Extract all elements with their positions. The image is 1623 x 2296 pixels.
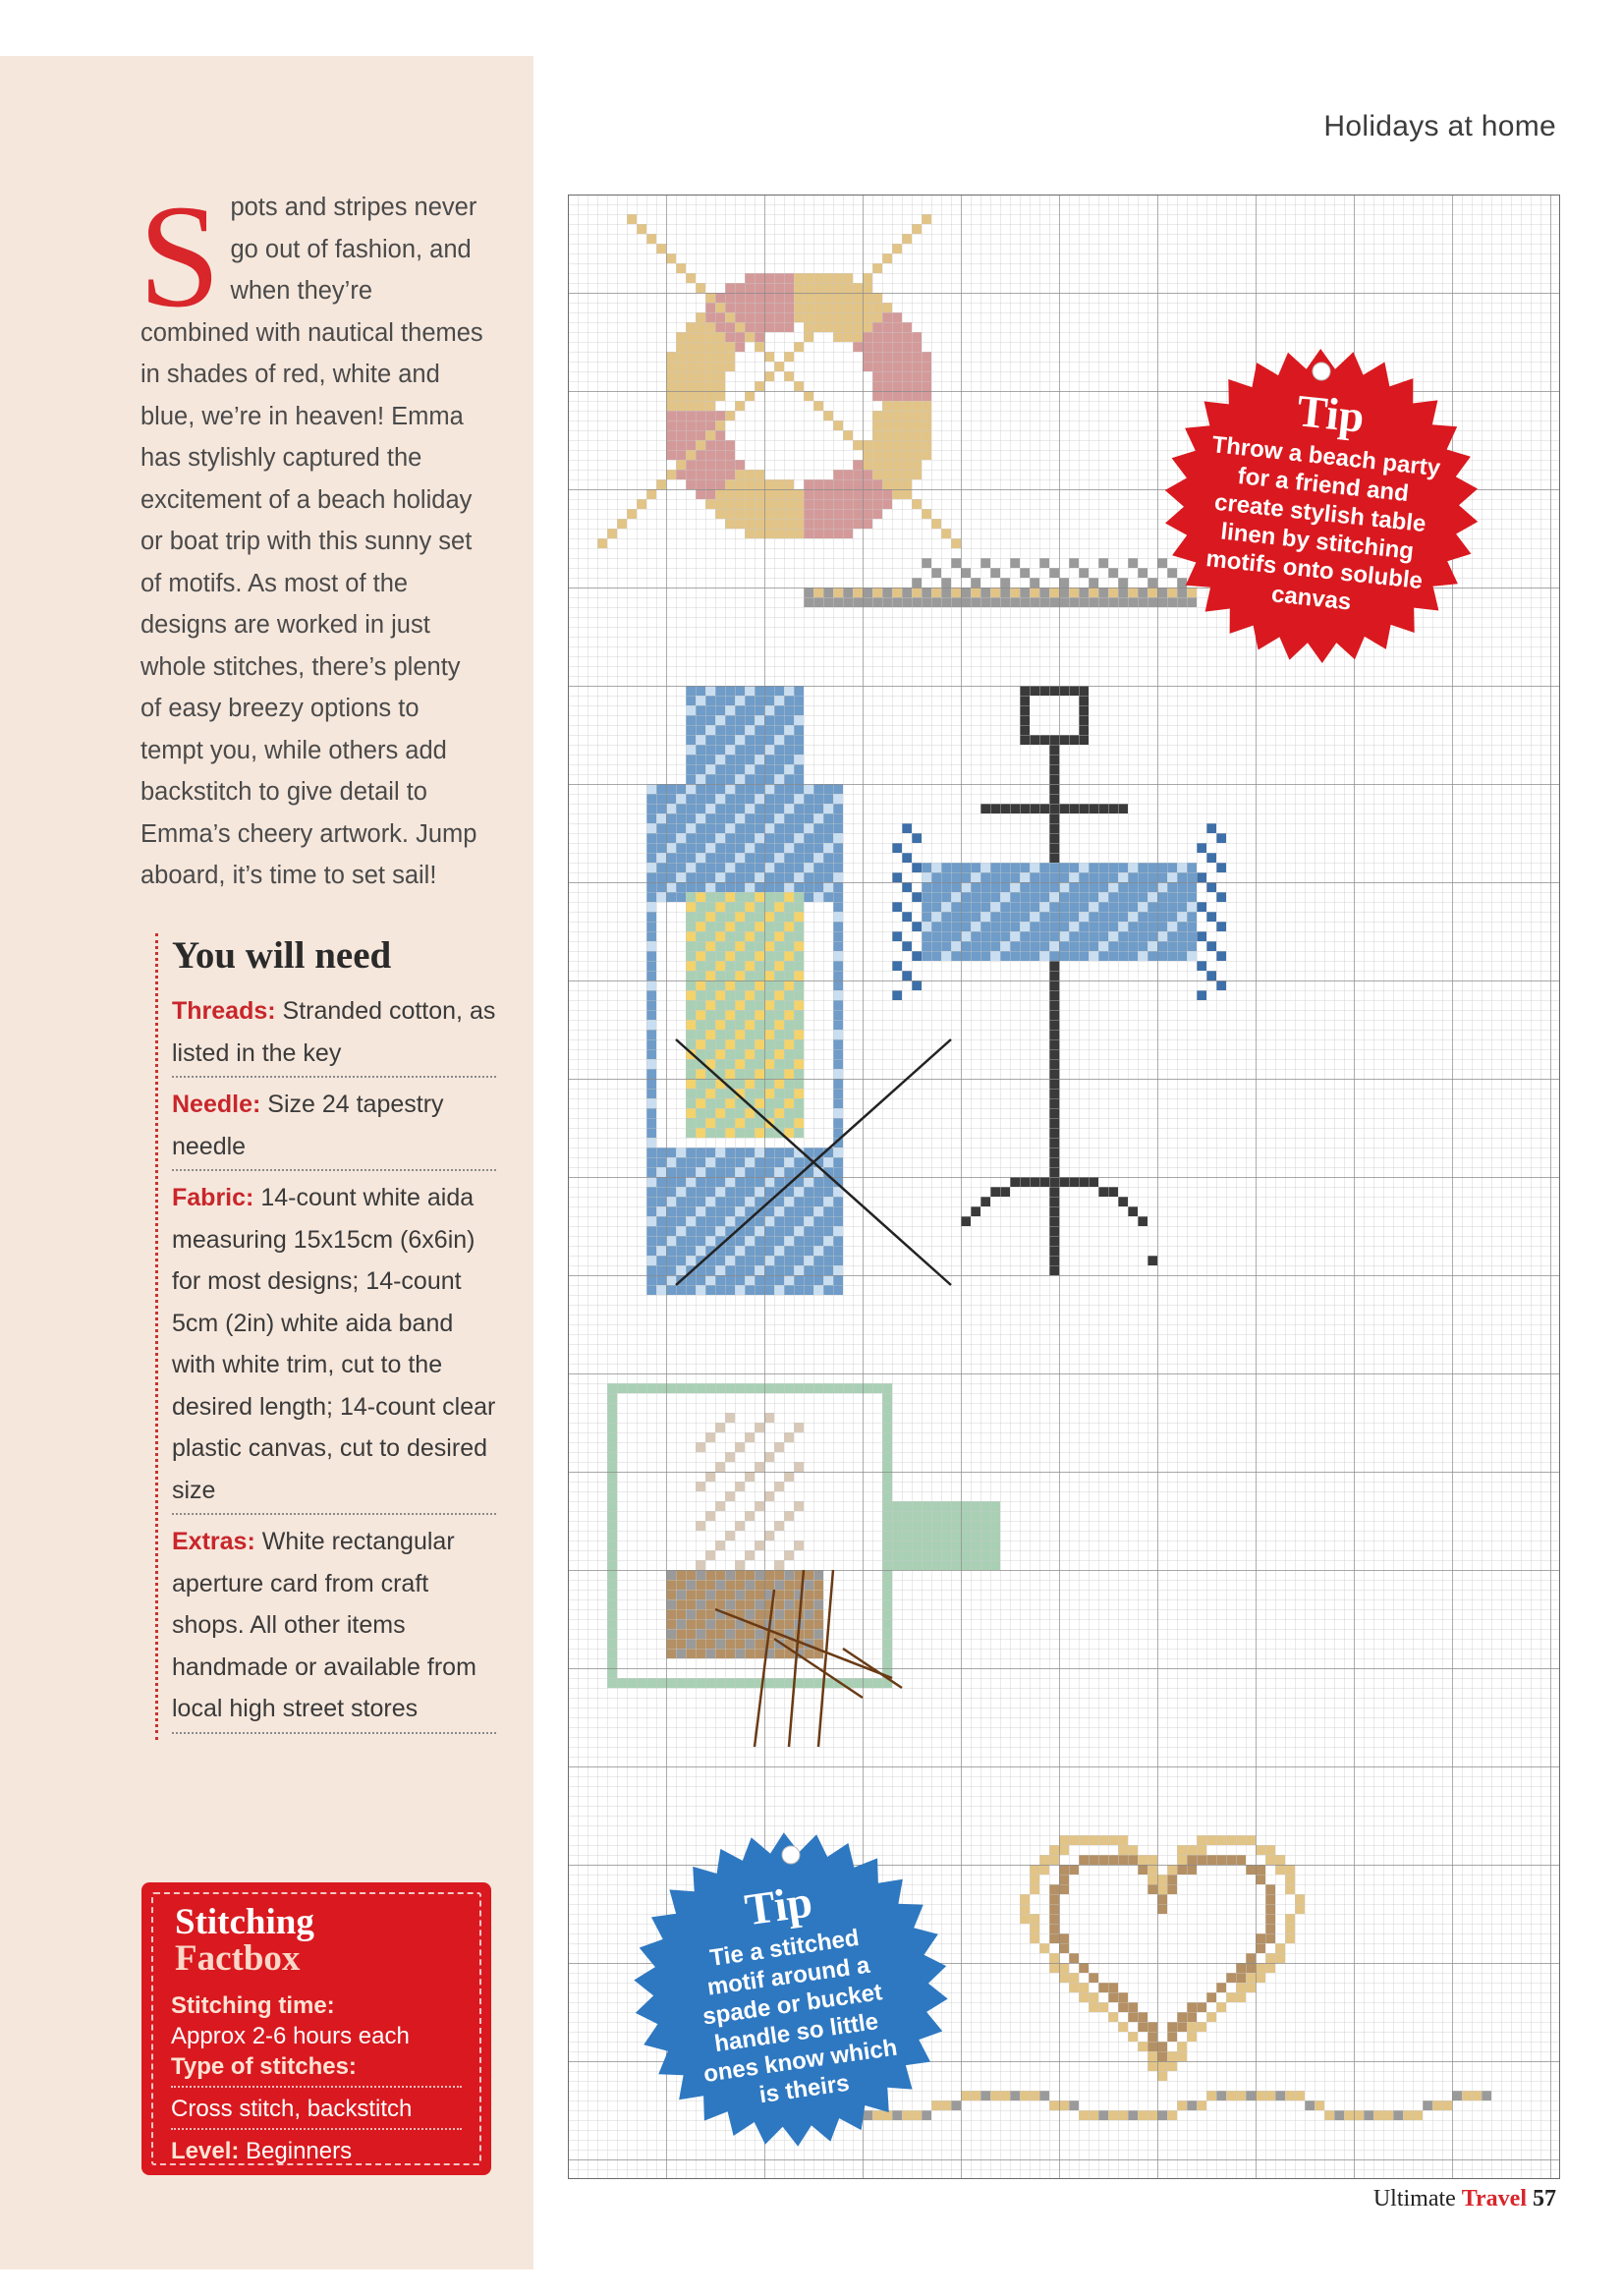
- section-title: Holidays at home: [1323, 110, 1556, 142]
- tip-text: Throw a beach party for a friend and create stylish table linen by stitching motifs onto soluble canvas: [1204, 431, 1442, 616]
- tip-title: Tip: [742, 1876, 815, 1935]
- tip-badge-red: [1159, 344, 1483, 668]
- tip-badge-blue: [629, 1827, 953, 2152]
- you-will-need-title: You will need: [172, 934, 392, 977]
- intro-text: pots and stripes never go out of fashion, and when they’re combined with nautical themes in shades of red, white and blue, we’re in heaven! Emma has stylishly captured the excitement of a beach holiday or boat trip with this sunny set of motifs. As most of the designs are worked in just whole stitches, there’s plenty of easy breezy options to tempt you, while others add backstitch to give detail to Emma’s cheery artwork. Jump aboard, it’s time to set sail!: [140, 194, 483, 889]
- need-threads: Threads: Stranded cotton, as listed in the key: [172, 990, 496, 1078]
- page-number: 57: [1533, 2186, 1556, 2212]
- factbox-details: Stitching time: Approx 2-6 hours each Type of stitches: Cross stitch, backstitch Level: Beginners: [171, 1990, 462, 2166]
- you-will-need-box: [155, 933, 496, 1740]
- tip-title: Tip: [1294, 385, 1368, 442]
- stitching-factbox: [145, 1886, 487, 2171]
- drop-cap: S: [139, 175, 221, 338]
- tip-text: Tie a stitched motif around a spade or bucket handle so little ones know which is theirs: [700, 1924, 899, 2109]
- intro-paragraph: [139, 175, 484, 897]
- factbox-title: Stitching Factbox: [175, 1902, 314, 1979]
- need-needle: Needle: Size 24 tapestry needle: [172, 1084, 496, 1171]
- page-footer: Ultimate Travel 57: [1372, 2186, 1556, 2212]
- need-fabric: Fabric: 14-count white aida measuring 15x15cm (6x6in) for most designs; 14-count 5cm (2in) white aida band with white trim, cut to the desired length; 14-count clear plastic canvas, cut to desired size: [172, 1177, 496, 1515]
- need-extras: Extras: White rectangular aperture card from craft shops. All other items handmade or available from local high street stores: [172, 1521, 496, 1734]
